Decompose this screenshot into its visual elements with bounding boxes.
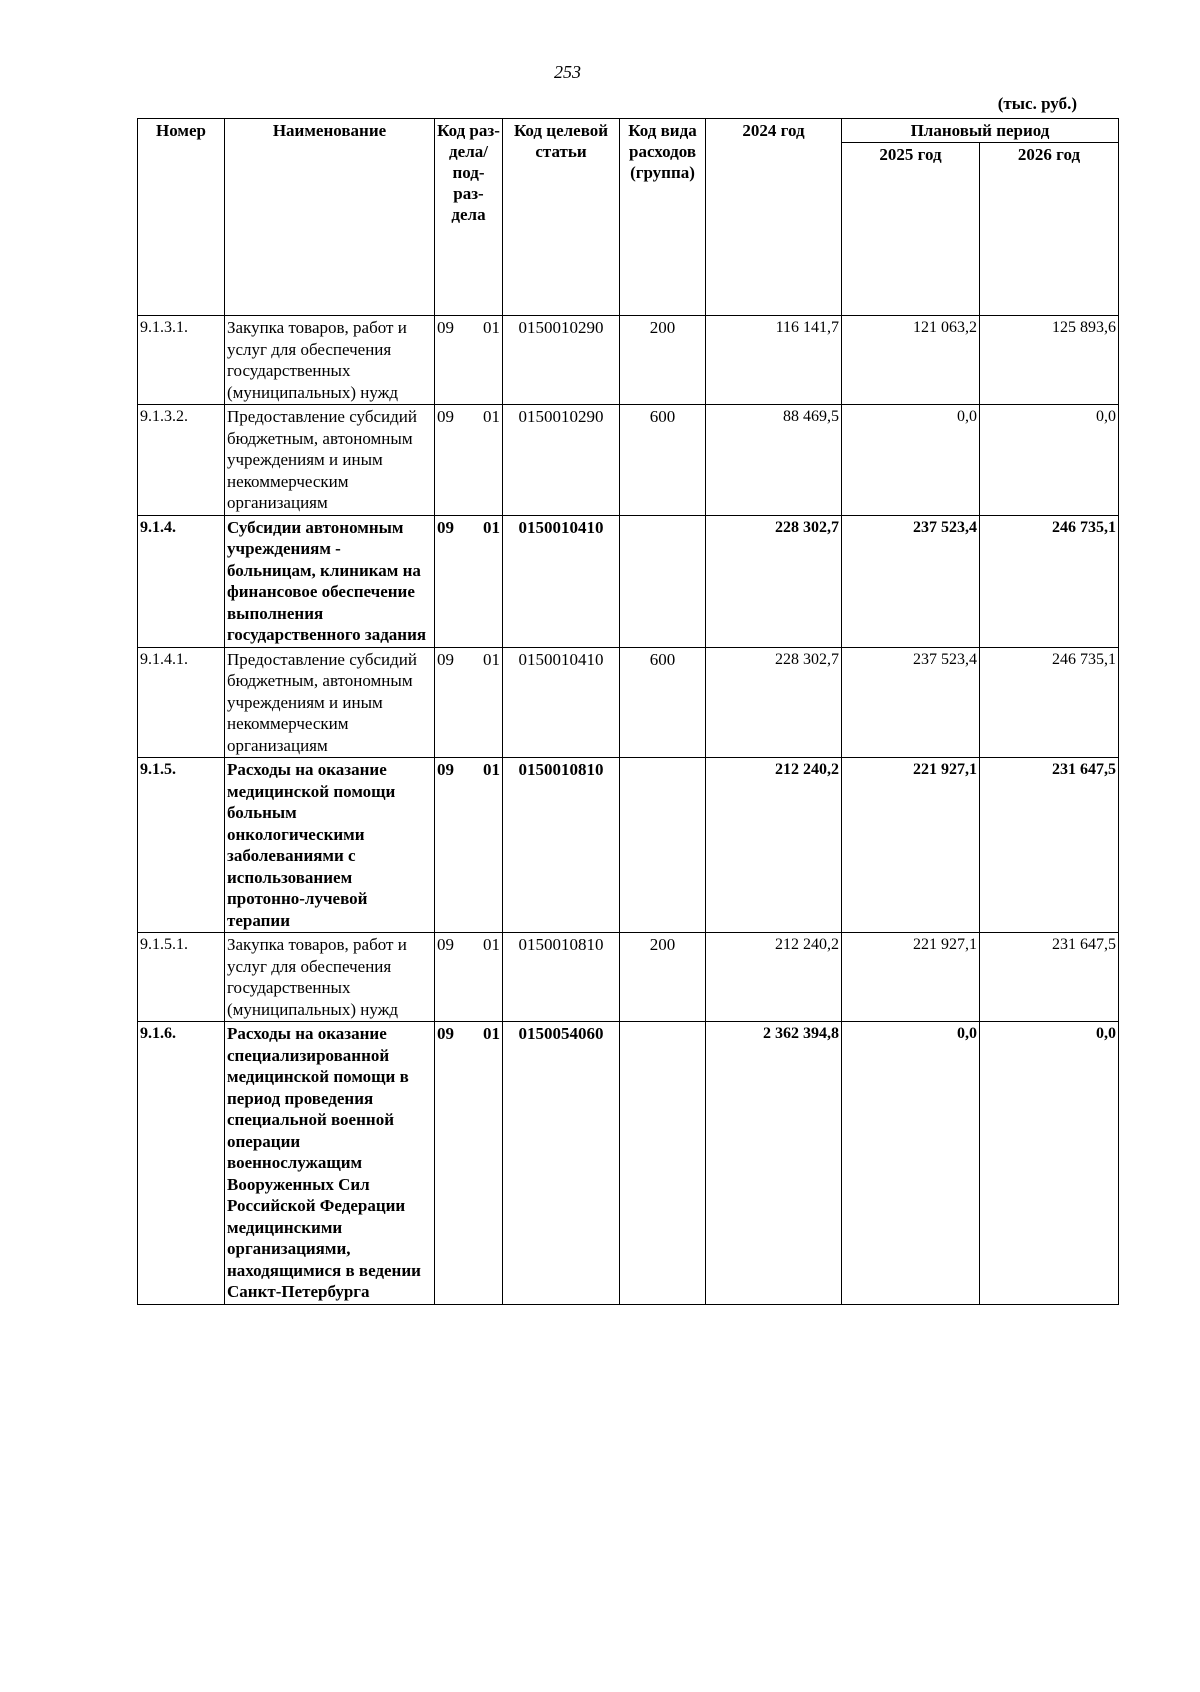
section-code-pair xyxy=(437,406,500,428)
section-code: 09 xyxy=(437,517,454,537)
section-code: 09 xyxy=(437,935,454,954)
table-row xyxy=(138,933,1119,1022)
row-amount-2025: 0,0 xyxy=(842,1022,980,1305)
subsection-code: 01 xyxy=(483,935,500,954)
row-amount-2025: 237 523,4 xyxy=(842,647,980,758)
table-row xyxy=(138,405,1119,516)
section-code: 09 xyxy=(437,760,454,779)
section-code-pair xyxy=(437,317,500,339)
row-name: Предоставление субсидий бюджетным, автономным учреждениям и иным некоммерческим организациям xyxy=(225,647,435,758)
section-code: 09 xyxy=(437,649,454,669)
row-number: 9.1.5.1. xyxy=(138,933,225,1022)
row-section-code xyxy=(435,1022,503,1305)
row-expense-type xyxy=(620,758,706,933)
row-amount-2026: 246 735,1 xyxy=(980,647,1119,758)
row-target-code: 0150010290 xyxy=(503,405,620,516)
header-expense-type: Код вида расходов (группа) xyxy=(620,119,706,316)
row-expense-type xyxy=(620,1022,706,1305)
subsection-code: 01 xyxy=(483,407,500,426)
table-body xyxy=(138,316,1119,1305)
row-amount-2025: 237 523,4 xyxy=(842,515,980,647)
row-name: Закупка товаров, работ и услуг для обеспечения государственных (муниципальных) нужд xyxy=(225,316,435,405)
row-target-code: 0150010810 xyxy=(503,758,620,933)
row-amount-2026: 246 735,1 xyxy=(980,515,1119,647)
row-target-code: 0150010810 xyxy=(503,933,620,1022)
page-number: 253 xyxy=(554,62,581,82)
section-code-pair xyxy=(437,1023,500,1045)
row-target-code: 0150010290 xyxy=(503,316,620,405)
row-number: 9.1.6. xyxy=(138,1022,225,1305)
row-amount-2026: 125 893,6 xyxy=(980,316,1119,405)
row-section-code xyxy=(435,515,503,647)
header-name: Наименование xyxy=(225,119,435,316)
row-target-code: 0150054060 xyxy=(503,1022,620,1305)
subsection-code: 01 xyxy=(483,760,500,779)
section-code: 09 xyxy=(437,1024,454,1043)
row-name: Субсидии автономным учреждениям - больницам, клиникам на финансовое обеспечение выполнения государственного задания xyxy=(225,515,435,647)
row-number: 9.1.3.1. xyxy=(138,316,225,405)
row-name: Расходы на оказание специализированной медицинской помощи в период проведения специальной военной операции военнослужащим Вооруженных Сил Российской Федерации медицинскими организациями, находящимися в ведении Санкт-Петербурга xyxy=(225,1022,435,1305)
table-row xyxy=(138,758,1119,933)
row-amount-2026: 231 647,5 xyxy=(980,933,1119,1022)
row-expense-type xyxy=(620,515,706,647)
row-section-code xyxy=(435,933,503,1022)
section-code: 09 xyxy=(437,407,454,426)
row-number: 9.1.3.2. xyxy=(138,405,225,516)
units-label: (тыс. руб.) xyxy=(997,94,1077,113)
row-amount-2026: 0,0 xyxy=(980,405,1119,516)
row-amount-2025: 221 927,1 xyxy=(842,933,980,1022)
subsection-code: 01 xyxy=(483,1024,500,1043)
section-code-pair xyxy=(437,759,500,781)
row-expense-type: 200 xyxy=(620,316,706,405)
subsection-code: 01 xyxy=(483,318,500,337)
subsection-code: 01 xyxy=(483,517,500,537)
row-target-code: 0150010410 xyxy=(503,515,620,647)
row-number: 9.1.4.1. xyxy=(138,647,225,758)
header-section: Код раз- дела/ под- раз- дела xyxy=(435,119,503,316)
section-code-pair xyxy=(437,649,500,671)
row-target-code: 0150010410 xyxy=(503,647,620,758)
row-section-code xyxy=(435,405,503,516)
header-year-2025: 2025 год xyxy=(842,143,980,316)
row-expense-type: 200 xyxy=(620,933,706,1022)
table-row xyxy=(138,316,1119,405)
table-row xyxy=(138,647,1119,758)
row-amount-2026: 231 647,5 xyxy=(980,758,1119,933)
header-year-2026: 2026 год xyxy=(980,143,1119,316)
header-number: Номер xyxy=(138,119,225,316)
row-amount-2024: 88 469,5 xyxy=(706,405,842,516)
row-amount-2026: 0,0 xyxy=(980,1022,1119,1305)
table-row xyxy=(138,515,1119,647)
row-amount-2025: 121 063,2 xyxy=(842,316,980,405)
row-amount-2024: 228 302,7 xyxy=(706,647,842,758)
row-amount-2024: 116 141,7 xyxy=(706,316,842,405)
row-section-code xyxy=(435,758,503,933)
table-row xyxy=(138,1022,1119,1305)
row-name: Закупка товаров, работ и услуг для обеспечения государственных (муниципальных) нужд xyxy=(225,933,435,1022)
row-amount-2024: 228 302,7 xyxy=(706,515,842,647)
row-name: Расходы на оказание медицинской помощи больным онкологическими заболеваниями с использованием протонно-лучевой терапии xyxy=(225,758,435,933)
row-section-code xyxy=(435,316,503,405)
budget-table xyxy=(137,118,1119,1305)
row-name: Предоставление субсидий бюджетным, автономным учреждениям и иным некоммерческим организациям xyxy=(225,405,435,516)
section-code: 09 xyxy=(437,318,454,337)
row-amount-2024: 2 362 394,8 xyxy=(706,1022,842,1305)
table-header xyxy=(138,119,1119,316)
row-expense-type: 600 xyxy=(620,405,706,516)
row-amount-2024: 212 240,2 xyxy=(706,933,842,1022)
section-code-pair xyxy=(437,934,500,956)
row-number: 9.1.5. xyxy=(138,758,225,933)
row-expense-type: 600 xyxy=(620,647,706,758)
row-section-code xyxy=(435,647,503,758)
header-year-2024: 2024 год xyxy=(706,119,842,316)
header-target: Код целевой статьи xyxy=(503,119,620,316)
section-code-pair xyxy=(437,517,500,539)
header-row-1 xyxy=(138,119,1119,143)
row-amount-2025: 0,0 xyxy=(842,405,980,516)
row-amount-2025: 221 927,1 xyxy=(842,758,980,933)
row-number: 9.1.4. xyxy=(138,515,225,647)
row-amount-2024: 212 240,2 xyxy=(706,758,842,933)
subsection-code: 01 xyxy=(483,649,500,669)
header-planned-period: Плановый период xyxy=(842,119,1119,143)
